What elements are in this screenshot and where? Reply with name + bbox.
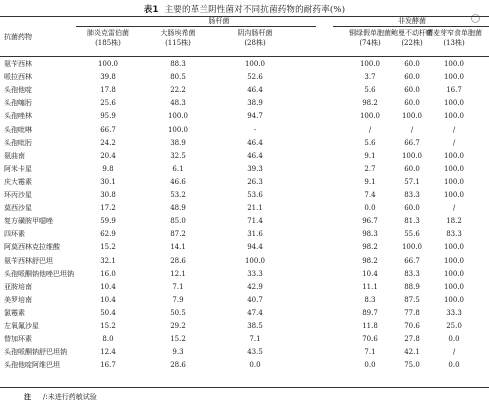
resistance-rate-cell: 100.0: [443, 269, 465, 278]
resistance-rate-cell: 87.5: [404, 295, 420, 304]
organism-name: 鲍曼不动杆菌: [391, 29, 433, 37]
drug-name-cell: 替加环素: [4, 335, 32, 344]
organism-count: (13株): [443, 39, 465, 47]
resistance-rate-cell: 16.0: [100, 269, 116, 278]
resistance-rate-cell: 16.7: [446, 86, 462, 95]
resistance-rate-cell: /: [452, 204, 456, 213]
table-row: [0, 137, 489, 150]
resistance-rate-cell: 75.0: [404, 361, 420, 370]
resistance-rate-cell: 48.9: [170, 204, 186, 213]
resistance-rate-cell: 100.0: [443, 191, 465, 199]
drug-name-cell: 头孢哌酮钠他唑巴坦钠: [4, 269, 74, 278]
drug-name-cell: 复方磺胺甲噁唑: [4, 217, 53, 226]
drug-name-cell: 环丙沙星: [4, 191, 32, 199]
drug-name-cell: 氨苄西林: [4, 60, 32, 68]
resistance-rate-cell: 100.0: [244, 256, 266, 265]
table-row: [0, 333, 489, 346]
resistance-rate-cell: 66.7: [404, 138, 420, 147]
resistance-rate-cell: 10.4: [100, 282, 116, 291]
resistance-rate-cell: 88.3: [170, 60, 186, 68]
table-row: [0, 215, 489, 228]
resistance-rate-cell: 0.0: [448, 335, 460, 344]
drug-name-cell: 氨曲南: [4, 151, 25, 160]
resistance-rate-cell: 89.7: [362, 308, 378, 317]
resistance-rate-cell: 15.2: [170, 335, 186, 344]
organism-count: (28株): [244, 39, 266, 47]
drug-name-cell: 头孢他啶阿维巴坦: [4, 361, 60, 370]
resistance-rate-cell: 100.0: [443, 60, 465, 68]
resistance-rate-cell: 98.2: [362, 99, 378, 108]
drug-name-cell: 头孢噻肟: [4, 99, 32, 108]
resistance-rate-cell: 46.4: [247, 138, 263, 147]
resistance-rate-cell: 7.1: [364, 348, 376, 357]
resistance-rate-cell: 33.3: [247, 269, 263, 278]
resistance-rate-cell: 81.3: [404, 217, 420, 226]
drug-column-header: 抗菌药物: [4, 33, 32, 41]
resistance-rate-cell: 15.2: [100, 243, 116, 252]
resistance-rate-cell: 6.1: [172, 164, 184, 173]
resistance-rate-cell: 100.0: [401, 151, 423, 160]
organism-name: 铜绿假单胞菌: [349, 29, 391, 37]
table-row: [0, 241, 489, 254]
group-underline-nonfermenters: [333, 26, 489, 27]
resistance-rate-cell: 24.2: [100, 138, 116, 147]
drug-name-cell: 氨苄西林舒巴坦: [4, 256, 53, 265]
table-row: [0, 189, 489, 202]
resistance-rate-cell: 8.3: [364, 295, 376, 304]
resistance-rate-cell: 15.2: [100, 322, 116, 330]
resistance-rate-cell: 29.2: [170, 322, 186, 330]
drug-name-cell: 阿米卡星: [4, 164, 32, 173]
resistance-rate-cell: 100.0: [359, 60, 381, 68]
resistance-rate-cell: 100.0: [443, 282, 465, 291]
resistance-rate-cell: 59.9: [100, 217, 116, 226]
resistance-rate-cell: 9.3: [172, 348, 184, 357]
table-row: [0, 202, 489, 215]
header-rule: [0, 56, 489, 57]
resistance-rate-cell: 100.0: [443, 73, 465, 82]
resistance-rate-cell: 18.2: [446, 217, 462, 226]
table-number: 表1: [143, 5, 159, 15]
note-label: 注: [24, 392, 31, 401]
table-row: [0, 176, 489, 189]
drug-name-cell: 美罗培南: [4, 295, 32, 304]
organism-count: (22株): [401, 39, 423, 47]
resistance-rate-cell: 30.1: [100, 177, 116, 186]
organism-name: 嗜麦芽窄食单胞菌: [426, 29, 482, 37]
table-row: [0, 268, 489, 281]
table-row: [0, 97, 489, 110]
resistance-rate-cell: /: [368, 125, 372, 134]
resistance-rate-cell: 31.6: [247, 230, 263, 239]
table-row: [0, 228, 489, 241]
table-note: [24, 392, 97, 402]
table-row: [0, 307, 489, 320]
resistance-rate-cell: 0.0: [364, 361, 376, 370]
drug-name-cell: 头孢吡肟: [4, 138, 32, 147]
resistance-rate-cell: 66.7: [404, 256, 420, 265]
resistance-rate-cell: 5.6: [364, 86, 376, 95]
resistance-rate-cell: 55.6: [404, 230, 420, 239]
resistance-rate-cell: 100.0: [401, 243, 423, 252]
resistance-rate-cell: 38.9: [170, 138, 186, 147]
resistance-rate-cell: 46.4: [247, 151, 263, 160]
resistance-rate-cell: 25.0: [446, 322, 462, 330]
organism-count: (115株): [165, 39, 191, 47]
organism-count: (74株): [359, 39, 381, 47]
resistance-rate-cell: 87.2: [170, 230, 186, 239]
drug-name-cell: 头孢吡啉: [4, 125, 32, 134]
resistance-rate-cell: 3.7: [364, 73, 376, 82]
note-text: /:未进行药敏试验: [43, 393, 97, 401]
resistance-rate-cell: 26.3: [247, 177, 263, 186]
resistance-rate-cell: 66.7: [100, 125, 116, 134]
table-row: [0, 346, 489, 359]
table-row: [0, 110, 489, 123]
resistance-rate-cell: 9.1: [364, 177, 376, 186]
table-row: [0, 124, 489, 137]
resistance-rate-cell: 60.0: [404, 60, 420, 68]
resistance-rate-cell: 0.0: [249, 361, 261, 370]
resistance-rate-cell: 100.0: [244, 60, 266, 68]
resistance-rate-cell: 88.9: [404, 282, 420, 291]
drug-name-cell: 头孢哌酮钠舒巴坦钠: [4, 348, 67, 357]
resistance-rate-cell: 12.1: [170, 269, 186, 278]
resistance-rate-cell: 100.0: [359, 112, 381, 121]
resistance-rate-cell: 43.5: [247, 348, 263, 357]
resistance-rate-cell: 32.1: [100, 256, 116, 265]
resistance-rate-cell: 60.0: [404, 164, 420, 173]
drug-name-cell: 氯霉素: [4, 308, 25, 317]
drug-name-cell: 哌拉西林: [4, 73, 32, 82]
resistance-rate-cell: 100.0: [443, 112, 465, 121]
resistance-rate-cell: 60.0: [404, 86, 420, 95]
resistance-rate-cell: 12.4: [100, 348, 116, 357]
resistance-rate-cell: 9.1: [364, 151, 376, 160]
group-header-enterobacteria: 肠杆菌: [208, 17, 230, 25]
resistance-rate-cell: 52.6: [247, 73, 263, 82]
resistance-rate-cell: 77.8: [404, 308, 420, 317]
resistance-rate-cell: 62.9: [100, 230, 116, 239]
resistance-rate-cell: 60.0: [404, 204, 420, 213]
resistance-rate-cell: 2.7: [364, 164, 376, 173]
resistance-rate-cell: 40.7: [247, 295, 263, 304]
resistance-rate-cell: 85.0: [170, 217, 186, 226]
resistance-rate-cell: 17.8: [100, 86, 116, 95]
resistance-rate-cell: 7.1: [249, 335, 261, 344]
resistance-rate-cell: 100.0: [443, 243, 465, 252]
bottom-rule: [0, 387, 489, 388]
resistance-rate-cell: 57.1: [404, 177, 420, 186]
resistance-rate-cell: 46.4: [247, 86, 263, 95]
resistance-rate-cell: 100.0: [443, 164, 465, 173]
resistance-rate-cell: /: [452, 138, 456, 147]
drug-name-cell: 亚胺培南: [4, 282, 32, 291]
table-row: [0, 320, 489, 333]
resistance-rate-cell: 39.8: [100, 73, 116, 82]
resistance-rate-cell: 83.3: [446, 230, 462, 239]
resistance-rate-cell: 38.9: [247, 99, 263, 108]
resistance-rate-cell: 100.0: [443, 177, 465, 186]
table-row: [0, 71, 489, 84]
resistance-rate-cell: 33.3: [446, 308, 462, 317]
resistance-rate-cell: 28.6: [170, 361, 186, 370]
resistance-rate-cell: 98.3: [362, 230, 378, 239]
resistance-rate-cell: 46.6: [170, 177, 186, 186]
resistance-rate-cell: 11.1: [362, 282, 378, 291]
table-row: [0, 281, 489, 294]
table-row: [0, 58, 489, 71]
resistance-rate-cell: 80.5: [170, 73, 186, 82]
organism-name: 阴沟肠杆菌: [237, 29, 273, 37]
resistance-rate-cell: 100.0: [443, 99, 465, 108]
resistance-rate-cell: 100.0: [167, 125, 189, 134]
drug-name-cell: 左氧氟沙星: [4, 322, 39, 330]
resistance-rate-cell: 95.9: [100, 112, 116, 121]
resistance-rate-cell: 42.1: [404, 348, 420, 357]
resistance-rate-cell: 100.0: [443, 151, 465, 160]
resistance-rate-cell: 98.2: [362, 243, 378, 252]
resistance-rate-cell: 17.2: [100, 204, 116, 213]
resistance-rate-cell: 60.0: [404, 99, 420, 108]
drug-name-cell: 头孢他啶: [4, 86, 32, 95]
resistance-rate-cell: 100.0: [97, 60, 119, 68]
resistance-rate-cell: 27.8: [404, 335, 420, 344]
organism-name: 肺炎克雷伯菌: [87, 29, 129, 37]
resistance-rate-cell: 53.2: [170, 191, 186, 199]
resistance-rate-cell: 7.1: [172, 282, 184, 291]
table-row: [0, 359, 489, 372]
resistance-rate-cell: 100.0: [167, 112, 189, 121]
resistance-rate-cell: 100.0: [401, 112, 423, 121]
resistance-rate-cell: 50.4: [100, 308, 116, 317]
table-row: [0, 294, 489, 307]
resistance-rate-cell: 98.2: [362, 256, 378, 265]
resistance-rate-cell: 10.4: [362, 269, 378, 278]
resistance-rate-cell: 32.5: [170, 151, 186, 160]
organism-count: (185株): [95, 39, 121, 47]
resistance-rate-cell: 16.7: [100, 361, 116, 370]
resistance-rate-cell: -: [253, 125, 257, 134]
drug-name-cell: 莫西沙星: [4, 204, 32, 213]
resistance-rate-cell: 94.4: [247, 243, 263, 252]
resistance-rate-cell: 47.4: [247, 308, 263, 317]
table-row: [0, 255, 489, 268]
table-caption: [0, 3, 489, 15]
resistance-rate-cell: 25.6: [100, 99, 116, 108]
resistance-rate-cell: /: [452, 348, 456, 357]
drug-name-cell: 阿莫西林克拉维酸: [4, 243, 60, 252]
resistance-rate-cell: 7.9: [172, 295, 184, 304]
resistance-rate-cell: 70.6: [404, 322, 420, 330]
drug-name-cell: 四环素: [4, 230, 25, 239]
resistance-rate-cell: 70.6: [362, 335, 378, 344]
group-underline-enterobacteria: [76, 26, 316, 27]
resistance-rate-cell: 94.7: [247, 112, 263, 121]
resistance-rate-cell: 42.9: [247, 282, 263, 291]
resistance-rate-cell: 100.0: [443, 295, 465, 304]
organism-name: 大肠埃希菌: [160, 29, 196, 37]
resistance-rate-cell: 71.4: [247, 217, 263, 226]
resistance-rate-cell: 83.3: [404, 269, 420, 278]
resistance-rate-cell: 22.2: [170, 86, 186, 95]
resistance-rate-cell: 8.0: [102, 335, 114, 344]
resistance-rate-cell: 10.4: [100, 295, 116, 304]
resistance-rate-cell: 48.3: [170, 99, 186, 108]
table-row: [0, 163, 489, 176]
resistance-rate-cell: 14.1: [170, 243, 186, 252]
resistance-rate-cell: 38.5: [247, 322, 263, 330]
resistance-rate-cell: 100.0: [443, 256, 465, 265]
resistance-rate-cell: 39.3: [247, 164, 263, 173]
resistance-rate-cell: 5.6: [364, 138, 376, 147]
drug-name-cell: 庆大霉素: [4, 177, 32, 186]
resistance-rate-cell: 9.8: [102, 164, 114, 173]
resistance-rate-cell: 0.0: [364, 204, 376, 213]
table-row: [0, 150, 489, 163]
resistance-rate-cell: 83.3: [404, 191, 420, 199]
resistance-rate-cell: 11.8: [362, 322, 378, 330]
resistance-rate-cell: 20.4: [100, 151, 116, 160]
table-row: [0, 84, 489, 97]
resistance-rate-cell: 50.5: [170, 308, 186, 317]
drug-name-cell: 头孢唑林: [4, 112, 32, 121]
resistance-rate-cell: 96.7: [362, 217, 378, 226]
resistance-rate-cell: /: [452, 125, 456, 134]
table-title: 主要的革兰阴性菌对不同抗菌药物的耐药率(%): [164, 5, 346, 15]
resistance-rate-cell: 0.0: [448, 361, 460, 370]
group-header-nonfermenters: 非发酵菌: [398, 17, 426, 25]
resistance-rate-cell: 28.6: [170, 256, 186, 265]
resistance-rate-cell: 21.1: [247, 204, 263, 213]
resistance-rate-cell: /: [410, 125, 414, 134]
resistance-rate-cell: 7.4: [364, 191, 376, 199]
resistance-rate-cell: 30.8: [100, 191, 116, 199]
resistance-rate-cell: 60.0: [404, 73, 420, 82]
resistance-rate-cell: 53.6: [247, 191, 263, 199]
